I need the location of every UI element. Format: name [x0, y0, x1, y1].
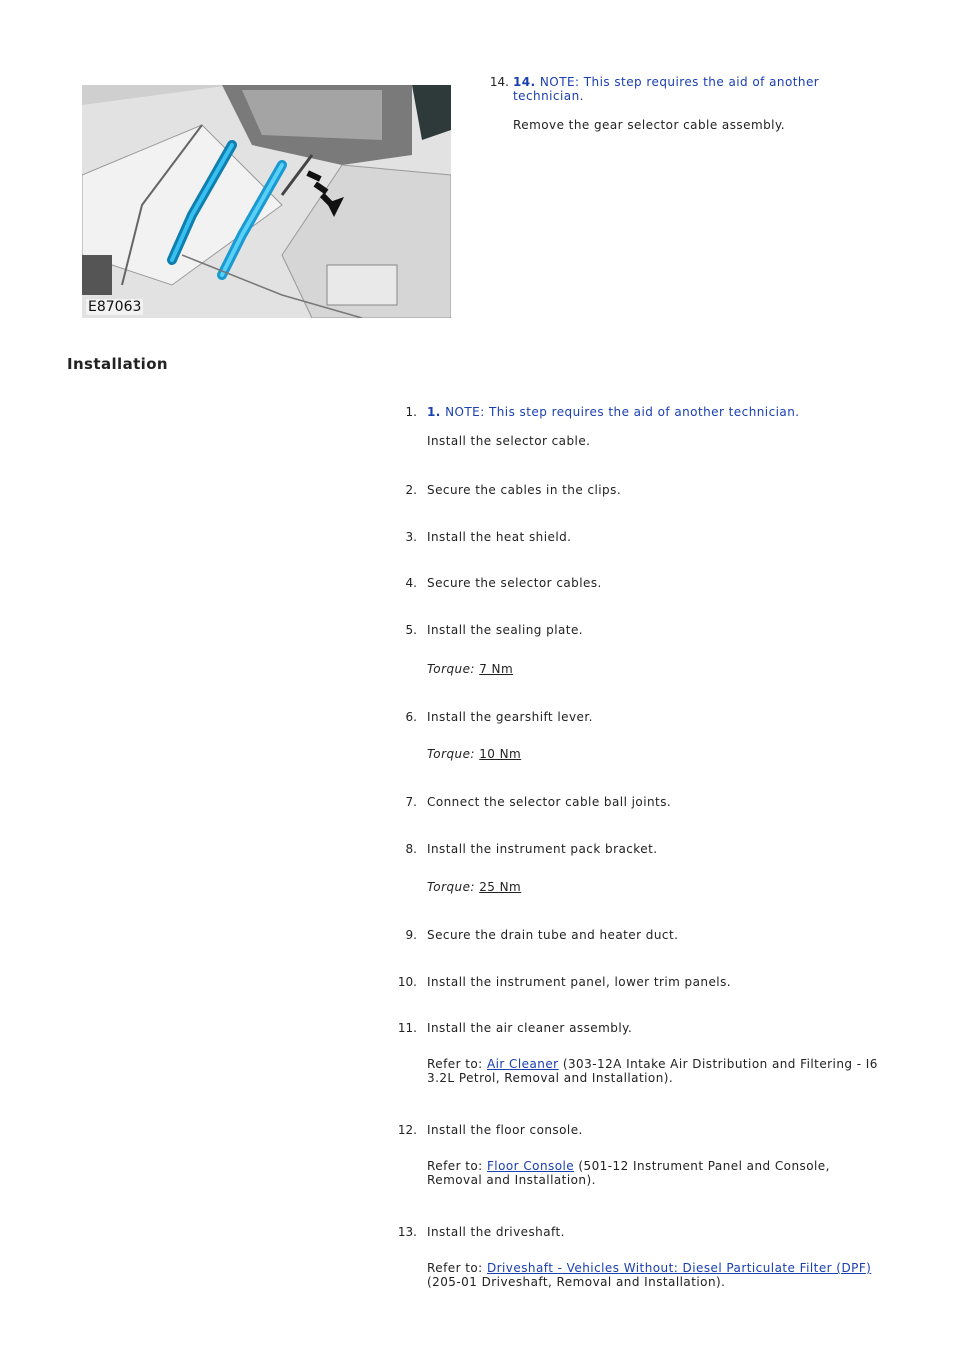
floor-console-link[interactable]: Floor Console [486, 1159, 575, 1173]
step-11-text: Install the air cleaner assembly. [427, 1021, 633, 1035]
driveshaft-link[interactable]: Driveshaft - Vehicles Without: Diesel Particulate Filter (DPF) [486, 1261, 872, 1275]
torque-value: 10 Nm [479, 747, 522, 761]
step-number-9: 9. [405, 928, 417, 942]
step-number-1: 1. [405, 405, 417, 419]
torque-label: Torque: [427, 880, 475, 894]
gear-selector-cable-drawing [82, 85, 451, 318]
step-6-text: Install the gearshift lever. [427, 710, 593, 724]
step-14-note-text: NOTE: This step requires the aid of another technician. [513, 75, 820, 103]
torque-value: 7 Nm [479, 662, 514, 676]
step-number-10: 10. [397, 975, 417, 989]
step-11-reference [427, 1057, 887, 1085]
step-8-text: Install the instrument pack bracket. [427, 842, 658, 856]
step-7-text: Connect the selector cable ball joints. [427, 795, 672, 809]
torque-label: Torque: [427, 747, 475, 761]
reference-description: (205-01 Driveshaft, Removal and Installation). [427, 1275, 726, 1289]
step-number-2: 2. [405, 483, 417, 497]
air-cleaner-link[interactable]: Air Cleaner [486, 1057, 559, 1071]
step-1-note-number: 1. [427, 405, 441, 419]
step-6-torque [427, 747, 521, 761]
step-1-note-text: NOTE: This step requires the aid of another technician. [445, 405, 800, 419]
figure-label: E87063 [88, 299, 142, 315]
step-number-5: 5. [405, 623, 417, 637]
step-number-12: 12. [397, 1123, 417, 1137]
step-number-3: 3. [405, 530, 417, 544]
step-13-text: Install the driveshaft. [427, 1225, 565, 1239]
step-4-text: Secure the selector cables. [427, 576, 602, 590]
step-13-reference [427, 1261, 887, 1289]
step-14-note-number: 14. [513, 75, 536, 89]
step-1-text: Install the selector cable. [427, 434, 591, 448]
reference-description: (303-12A Intake Air Distribution and Filtering - I6 3.2L Petrol, Removal and Installation). [427, 1057, 878, 1085]
step-2-text: Secure the cables in the clips. [427, 483, 622, 497]
step-9-text: Secure the drain tube and heater duct. [427, 928, 679, 942]
step-8-torque [427, 880, 521, 894]
torque-value: 25 Nm [479, 880, 522, 894]
step-number-8: 8. [405, 842, 417, 856]
step-10-text: Install the instrument panel, lower trim panels. [427, 975, 732, 989]
step-number-6: 6. [405, 710, 417, 724]
step-14-note [513, 75, 873, 103]
step-1-note [427, 405, 887, 419]
step-number-7: 7. [405, 795, 417, 809]
procedure-illustration [82, 85, 451, 318]
step-14-text: Remove the gear selector cable assembly. [513, 118, 786, 132]
step-number-4: 4. [405, 576, 417, 590]
step-12-text: Install the floor console. [427, 1123, 583, 1137]
step-5-torque [427, 662, 513, 676]
section-heading-installation: Installation [67, 355, 168, 373]
step-12-reference [427, 1159, 867, 1187]
step-number-14: 14. [489, 75, 509, 89]
refer-to-label: Refer to: [427, 1159, 483, 1173]
step-3-text: Install the heat shield. [427, 530, 572, 544]
step-number-11: 11. [397, 1021, 417, 1035]
torque-label: Torque: [427, 662, 475, 676]
refer-to-label: Refer to: [427, 1057, 483, 1071]
refer-to-label: Refer to: [427, 1261, 483, 1275]
step-number-13: 13. [397, 1225, 417, 1239]
step-5-text: Install the sealing plate. [427, 623, 584, 637]
reference-description: (501-12 Instrument Panel and Console, Removal and Installation). [427, 1159, 830, 1187]
